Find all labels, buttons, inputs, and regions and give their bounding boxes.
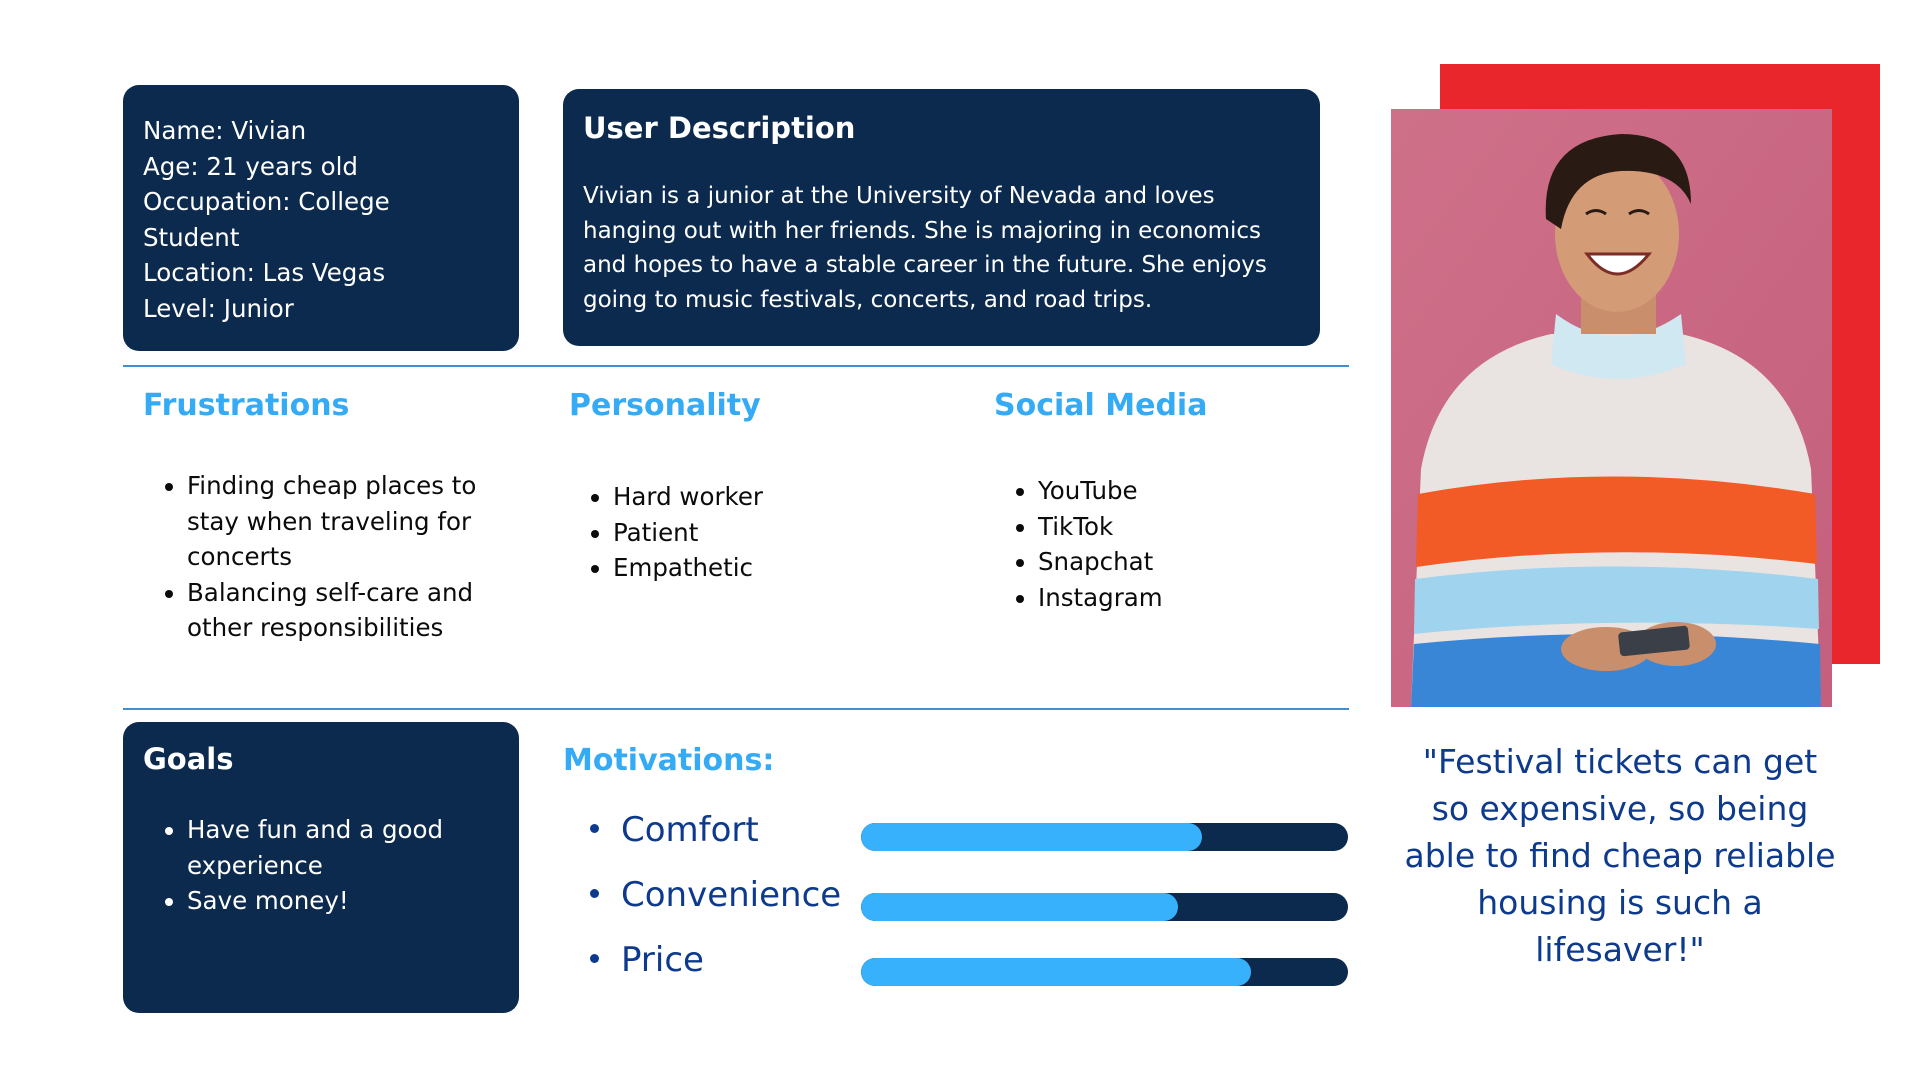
- motivation-bar-fill: [861, 893, 1178, 921]
- goal-item: • Have fun and a good experience: [187, 812, 499, 883]
- divider-bottom: [123, 708, 1349, 710]
- frustration-item: • Balancing self-care and other responsibilities: [187, 575, 513, 646]
- motivation-bar: [861, 823, 1348, 851]
- profile-level: Level: Junior: [143, 293, 294, 323]
- social-media-item: • TikTok: [1038, 509, 1334, 545]
- goals-title: Goals: [143, 742, 234, 776]
- personality-item: • Hard worker: [613, 479, 909, 515]
- persona-illustration: [1391, 109, 1832, 707]
- bullet-icon: [590, 824, 599, 833]
- motivation-bar-fill: [861, 958, 1251, 986]
- profile-name: Name: Vivian: [143, 116, 307, 145]
- motivation-item: [590, 875, 841, 915]
- personality-list: [569, 479, 909, 586]
- motivation-item: [590, 810, 759, 850]
- personality-item: • Patient: [613, 515, 909, 551]
- bullet-icon: [590, 954, 599, 963]
- motivation-label: Comfort: [621, 810, 759, 850]
- motivation-item: [590, 940, 704, 980]
- profile-location: Location: Las Vegas: [143, 258, 386, 287]
- goal-item: • Save money!: [187, 883, 499, 919]
- persona-photo: [1391, 109, 1832, 707]
- profile-age: Age: 21 years old: [143, 151, 358, 181]
- goals-card: [123, 722, 519, 1013]
- social-media-item: • Instagram: [1038, 580, 1334, 616]
- frustration-item: • Finding cheap places to stay when traveling for concerts: [187, 468, 513, 575]
- motivation-bar: [861, 958, 1348, 986]
- social-media-item: • Snapchat: [1038, 544, 1334, 580]
- motivation-bar: [861, 893, 1348, 921]
- personality-item: • Empathetic: [613, 550, 909, 586]
- frustrations-list: [143, 468, 513, 646]
- social-media-item: • YouTube: [1038, 473, 1334, 509]
- frustrations-title: Frustrations: [143, 388, 350, 423]
- divider-top: [123, 365, 1349, 367]
- motivation-bar-fill: [861, 823, 1202, 851]
- bullet-icon: [590, 889, 599, 898]
- social-media-title: Social Media: [994, 388, 1208, 423]
- social-media-list: [994, 473, 1334, 615]
- profile-occupation: Occupation: College Student: [143, 187, 390, 252]
- motivations-title: Motivations:: [563, 743, 775, 778]
- personality-title: Personality: [569, 388, 761, 423]
- user-description-card: [563, 89, 1320, 346]
- motivation-label: Price: [621, 940, 704, 980]
- persona-quote: "Festival tickets can get so expensive, so being able to find cheap reliable housing is such a lifesaver!": [1404, 742, 1836, 969]
- user-description-title: User Description: [583, 111, 856, 145]
- motivation-label: Convenience: [621, 875, 842, 915]
- profile-card: [123, 85, 519, 351]
- user-description-text: Vivian is a junior at the University of Nevada and loves hanging out with her friends. She is majoring in economics and hopes to have a stable career in the future. She enjoys going to music festivals, concerts, and road trips.: [583, 183, 1267, 313]
